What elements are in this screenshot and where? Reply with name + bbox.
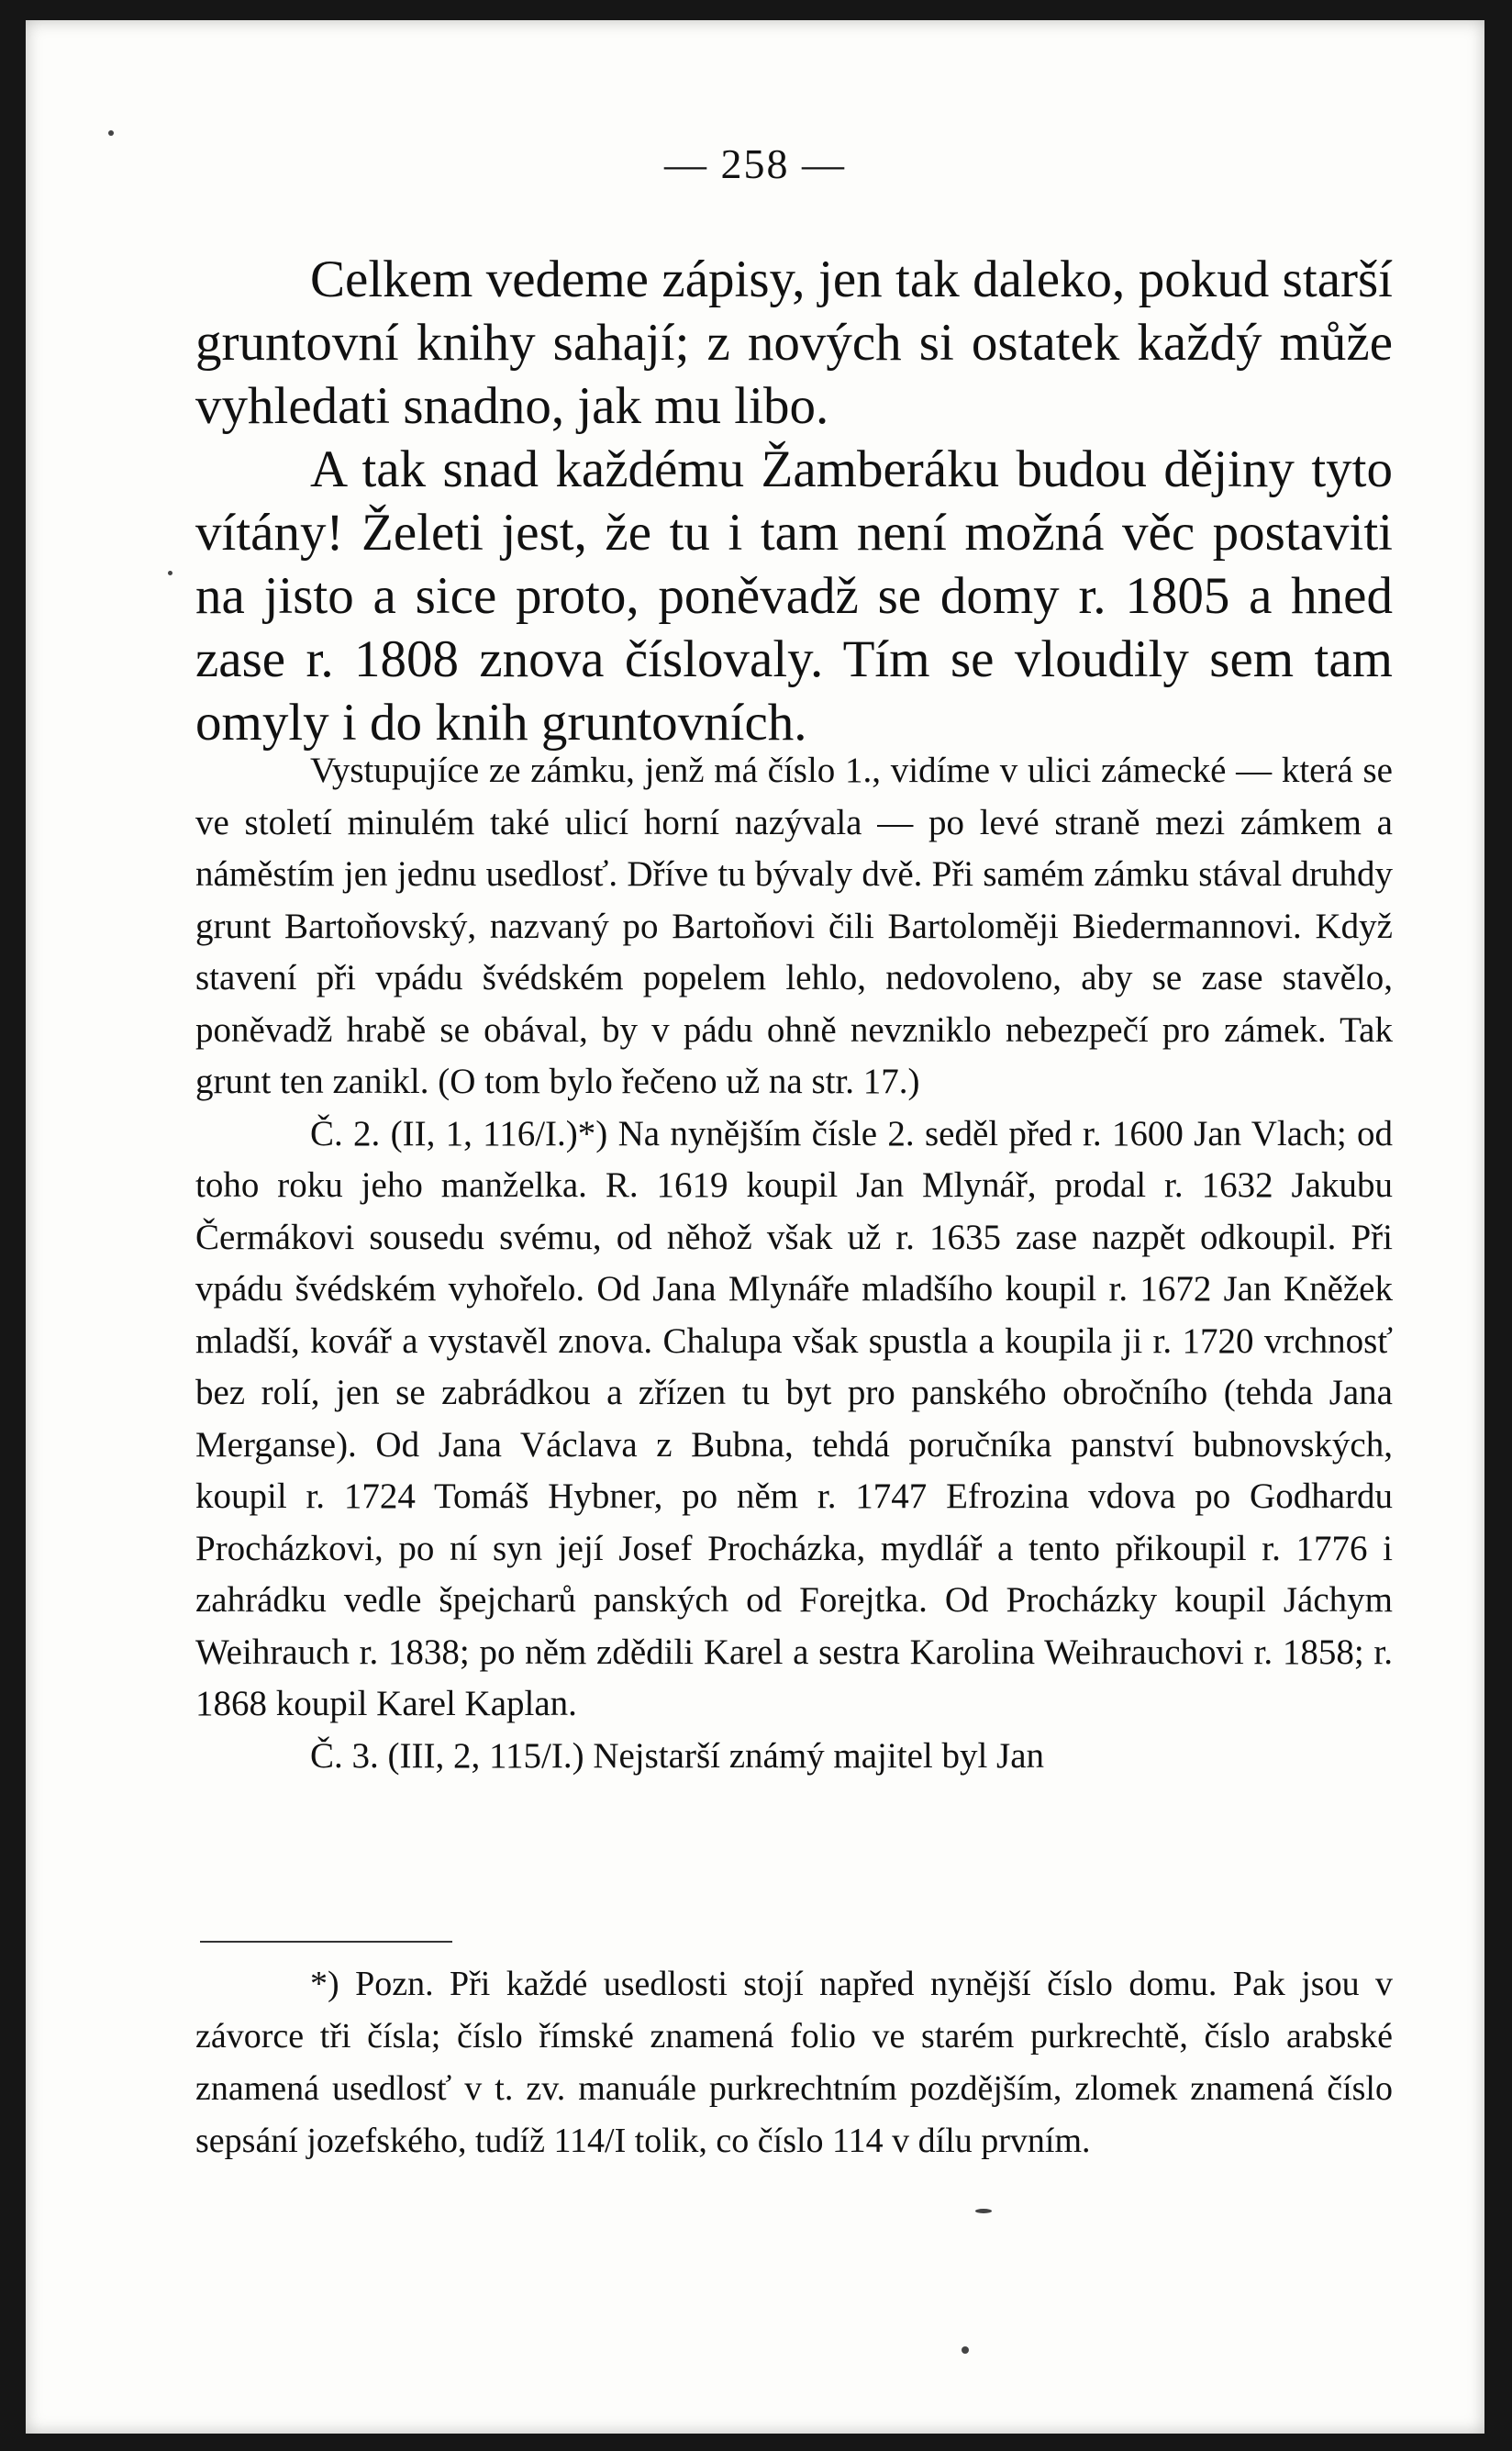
footnote: *) Pozn. Při každé usedlosti stojí napřed nynější číslo domu. Pak jsou v závorce tři čísla; číslo římské znamená folio ve starém purkrechtě, číslo arabské znamená usedlosť v t. zv. manuále purkrechtním pozdějším, zlomek znamená číslo sepsání jozefského, tudíž 114/I tolik, co číslo 114 v dílu prvním. — [195, 1965, 1393, 2160]
scan-speck — [975, 2209, 992, 2213]
body-paragraph-house-3: Č. 3. (III, 2, 115/I.) Nejstarší známý majitel byl Jan — [310, 1735, 1045, 1776]
body-paragraph-zamek: Vystupujíce ze zámku, jenž má číslo 1., vidíme v ulici zámecké — která se ve století minulém také ulicí horní nazývala — po levé straně mezi zámkem a náměstím jen jednu usedlosť. Dříve tu bývaly dvě. Při samém zámku stával druhdy grunt Bartoňovský, nazvaný po Bartoňovi čili Bartoloměji Biedermannovi. Když stavení při vpádu švédském popelem lehlo, nedovoleno, aby se zase stavělo, poněvadž hrabě se obával, by v pádu ohně nevzniklo nebezpečí pro zámek. Tak grunt ten zanikl. (O tom bylo řečeno už na str. 17.) — [195, 751, 1393, 1101]
body-paragraph-house-2: Č. 2. (II, 1, 116/I.)*) Na nynějším čísle 2. seděl před r. 1600 Jan Vlach; od toho roku jeho manželka. R. 1619 koupil Jan Mlynář, prodal r. 1632 Jakubu Čermákovi sousedu svému, od něhož však už r. 1635 zase nazpět odkoupil. Při vpádu švédském vyhořelo. Od Jana Mlynáře mladšího koupil r. 1672 Jan Kněžek mladší, kovář a vystavěl znova. Chalupa však spustla a koupila ji r. 1720 vrchnosť bez rolí, jen se zabrádkou a zřízen tu byt pro panského obročního (tehda Jana Merganse). Od Jana Václava z Bubna, tehdá poručníka panství bubnovských, koupil r. 1724 Tomáš Hybner, po něm r. 1747 Efrozina vdova po Godhardu Procházkovi, po ní syn její Josef Procházka, mydlář a tento přikoupil r. 1776 i zahrádku vedle špejcharů panských od Forejtka. Od Procházky koupil Jáchym Weihrauch r. 1838; po něm zdědili Karel a sestra Karolina Weihrauchovi r. 1858; r. 1868 koupil Karel Kaplan. — [195, 1113, 1393, 1723]
book-page — [26, 20, 1484, 2434]
scan-speck — [168, 571, 172, 575]
page-number: — 258 — — [664, 140, 846, 187]
body-section — [195, 745, 1393, 1782]
intro-section — [195, 248, 1393, 754]
intro-paragraph-2: A tak snad každému Žamberáku budou dějiny tyto vítány! Želeti jest, že tu i tam není možná věc postaviti na jisto a sice proto, poněvadž se domy r. 1805 a hned zase r. 1808 znova číslovaly. Tím se vloudily sem tam omyly i do knih gruntovních. — [195, 440, 1393, 752]
scan-speck — [962, 2346, 969, 2354]
footnote-rule — [200, 1941, 452, 1943]
scan-speck — [108, 130, 114, 136]
intro-paragraph-1: Celkem vedeme zápisy, jen tak daleko, pokud starší gruntovní knihy sahají; z nových si ostatek každý může vyhledati snadno, jak mu libo. — [195, 251, 1393, 435]
